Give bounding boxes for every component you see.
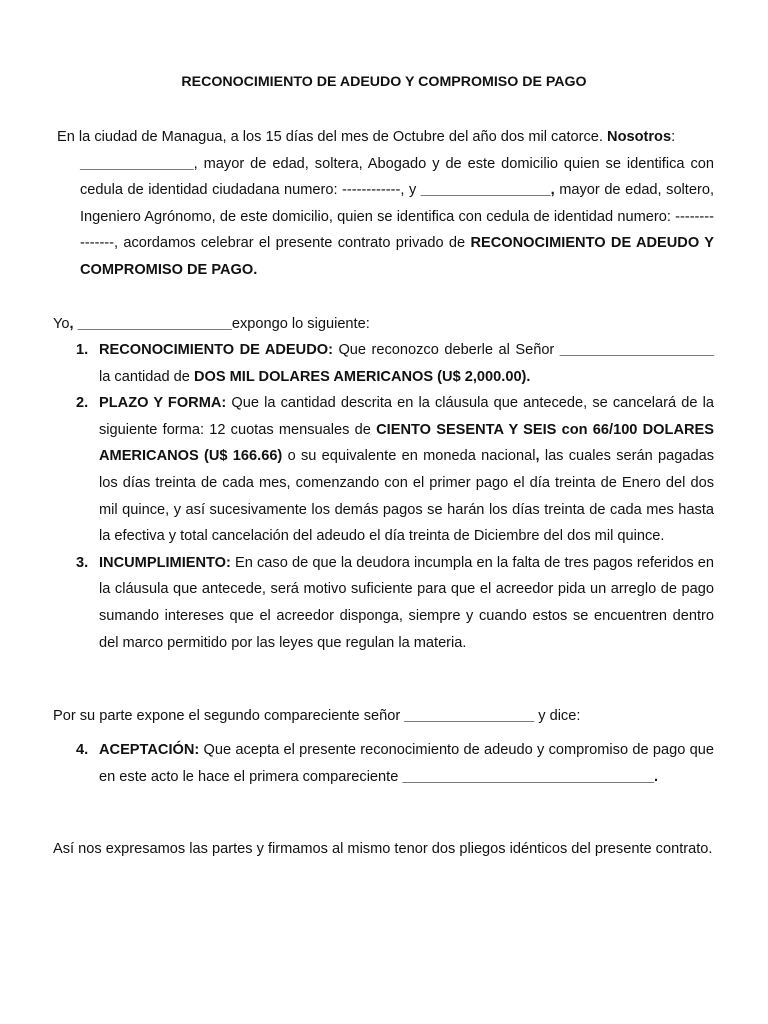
clause-3-number: 3. [76,554,89,571]
clause-2-comma: , [535,448,540,465]
document-title: RECONOCIMIENTO DE ADEUDO Y COMPROMISO DE PAGO [181,74,587,90]
clause-1-amount: DOS MIL DOLARES AMERICANOS (U$ 2,000.00). [193,368,531,385]
yo-suffix: expongo lo siguiente: [231,316,370,332]
yo-blank: , ___________________ [69,316,232,332]
clause-4-blank: _______________________________. [402,768,659,785]
intro-blank-1: ______________ [80,155,194,172]
intro-text-2: , mayor de edad, soltera, Abogado y de este domicilio quien se identifica con cedula de identidad ciudadana numero: ------------, y [80,155,714,199]
clause-2-amount: CIENTO SESENTA Y SEIS con 66/100 DOLARES AMERICANOS (U$ 166.66) [99,421,714,465]
yo-line [53,314,713,334]
clause-4-number: 4. [76,742,89,758]
intro-colon: : [671,129,676,145]
clause-1 [78,337,714,390]
intro-blank-2: ________________, [420,182,555,199]
clause-4-text: Que acepta el presente reconocimiento de adeudo y compromiso de pago que en este acto le hace el primera compareciente [99,742,714,785]
intro-text-1: En la ciudad de Managua, a los 15 días del mes de Octubre del año dos mil catorce. [57,129,608,145]
clause-1-number: 1. [76,342,89,358]
clause-2-text-2: o su equivalente en moneda nacional [282,448,536,465]
clause-1-heading: RECONOCIMIENTO DE ADEUDO: [99,342,333,358]
clause-4 [78,737,714,790]
intro-paragraph [57,124,714,284]
intro-bold-end: RECONOCIMIENTO DE ADEUDO Y COMPROMISO DE PAGO. [80,235,714,278]
closing-paragraph: Así nos expresamos las partes y firmamos al mismo tenor dos pliegos idénticos del presente contrato. [53,841,713,857]
clause-3 [78,550,714,656]
segundo-blank: ________________ [404,708,535,724]
clause-3-text: En caso de que la deudora incumpla en la falta de tres pagos referidos en la cláusula que antecede, será motivo suficiente para que el acreedor pida un arreglo de pago sumando intereses que el acreedor disponga, siempre y cuando estos se encuentren dentro del marco permitido por las leyes que regulan la materia. [99,554,714,651]
clauses-list-2 [78,737,714,790]
segundo-text: Por su parte expone el segundo compareciente señor [53,708,405,724]
clause-1-text: Que reconozco deberle al Señor [332,342,560,358]
segundo-text-2: y dice: [534,708,581,724]
clause-2-text: Que la cantidad descrita en la cláusula que antecede, se cancelará de la siguiente forma: 12 cuotas mensuales de [99,395,714,438]
clause-4-heading: ACEPTACIÓN: [99,742,200,758]
clause-2 [78,390,714,550]
clauses-list [78,337,714,656]
clause-2-heading: PLAZO Y FORMA: [99,395,227,412]
segundo-compareciente-line [53,706,713,726]
intro-text-3: mayor de edad, soltero, Ingeniero Agrónomo, de este domicilio, quien se identifica con cedula de identidad numero: ---------------, acordamos celebrar el presente contrato privado de [80,182,714,252]
clause-3-heading: INCUMPLIMIENTO: [99,554,231,571]
clause-1-blank: ___________________ [559,342,715,358]
intro-rest [57,151,714,284]
clause-1-text-2: la cantidad de [99,368,194,385]
yo-prefix: Yo [53,316,70,332]
intro-nosotros: Nosotros [607,129,672,145]
clause-2-text-3: las cuales serán pagadas los días treinta de cada mes, comenzando con el primer pago el día treinta de Enero del dos mil quince, y así sucesivamente los demás pagos se harán los días treinta de cada mes hasta la efectiva y total cancelación del adeudo el día treinta de Diciembre del dos mil quince. [99,448,714,545]
clause-2-number: 2. [76,395,89,412]
